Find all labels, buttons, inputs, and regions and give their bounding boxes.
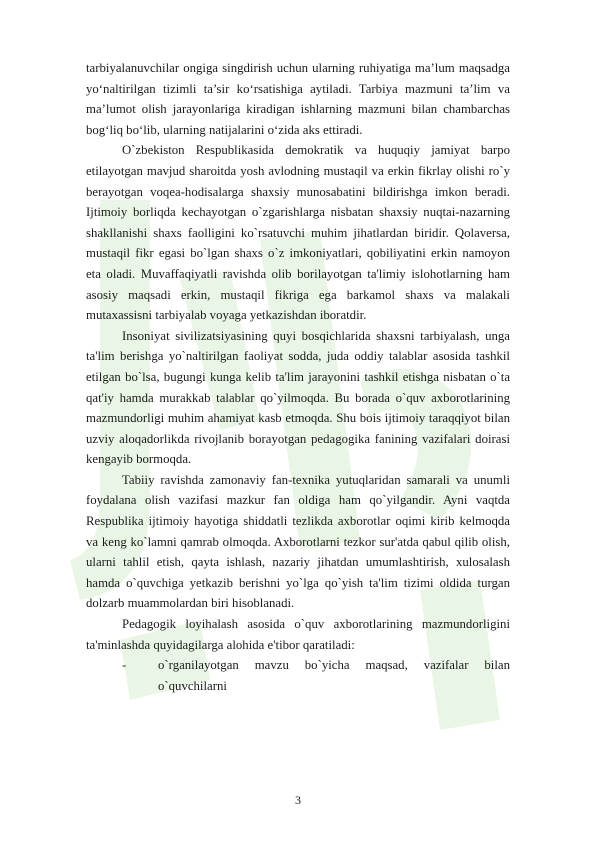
paragraph-1: tarbiyalanuvchilar ongiga singdirish uchun ularning ruhiyatiga ma’lum maqsadga yo‘naltirilgan tizimli ta’sir ko‘rsatishiga aytiladi. Tarbiya mazmuni ta’lim va ma’lumot olish jarayonlariga kiradigan ishlarning mazmuni bilan chambarchas bog‘liq bo‘lib, ularning natijalarini o‘zida aks ettiradi.	[86, 61, 510, 137]
paragraph-5: Pedagogik loyihalash asosida o`quv axborotlarining mazmundorligini ta'minlashda quyidagilarga alohida e'tibor qaratiladi:	[86, 617, 510, 652]
paragraph-2: O`zbekiston Respublikasida demokratik va huquqiy jamiyat barpo etilayotgan mavjud sharoitda yosh avlodning mustaqil va erkin fikrlay olishi ro`y berayotgan voqea-hodisalarga shaxsiy munosabatini bildirishga imkon beradi. Ijtimoiy borliqda kechayotgan o`zgarishlarga nisbatan shaxsiy nuqtai-nazarning shakllanishi shaxs faolligini ko`rsatuvchi muhim jihatlardan biridir. Qolaversa, mustaqil fikr egasi bo`lgan shaxs o`z imkoniyatlari, qobiliyatini erkin namoyon eta oladi. Muvaffaqiyatli ravishda olib borilayotgan ta'limiy islohotlarning ham asosiy maqsadi erkin, mustaqil fikriga ega barkamol shaxs va malakali mutaxassisni tarbiyalab voyaga yetkazishdan iboratdir.	[86, 143, 510, 323]
body-text	[86, 58, 510, 696]
paragraph-4: Tabiiy ravishda zamonaviy fan-texnika yutuqlaridan samarali va unumli foydalana olish vazifasi mazkur fan oldiga ham qo`yilgandir. Ayni vaqtda Respublika ijtimoiy hayotiga shiddatli tezlikda axborotlar oqimi kirib kelmoqda va keng ko`lamni qamrab olmoqda. Axborotlarni tezkor sur'atda qabul qilib olish, ularni tahlil etish, qayta ishlash, nazariy jihatdan umumlashtirish, xulosalash hamda o`quvchiga yetkazib berishni yo`lga qo`yish ta'lim tizimi oldida turgan dolzarb muammolardan biri hisoblanadi.	[86, 472, 510, 611]
bullet-text: o`rganilayotgan mavzu bo`yicha maqsad, vazifalar bilan o`quvchilarni	[158, 658, 510, 693]
page-number: 3	[295, 793, 301, 807]
bullet-item	[86, 655, 510, 696]
bullet-dash: -	[122, 658, 127, 673]
paragraph-3: Insoniyat sivilizatsiyasining quyi bosqichlarida shaxsni tarbiyalash, unga ta'lim berishga yo`naltirilgan faoliyat sodda, juda oddiy talablar asosida tashkil etilgan bo`lsa, bugungi kunga kelib ta'lim jarayonini tashkil etishga nisbatan o`ta qat'iy hamda murakkab talablar qo`yilmoqda. Bu borada o`quv axborotlarining mazmundorligi muhim ahamiyat kasb etmoqda. Shu bois ijtimoiy taraqqiyot bilan uzviy aloqadorlikda rivojlanib borayotgan pedagogika fanining vazifalari doirasi kengayib bormoqda.	[86, 328, 510, 467]
